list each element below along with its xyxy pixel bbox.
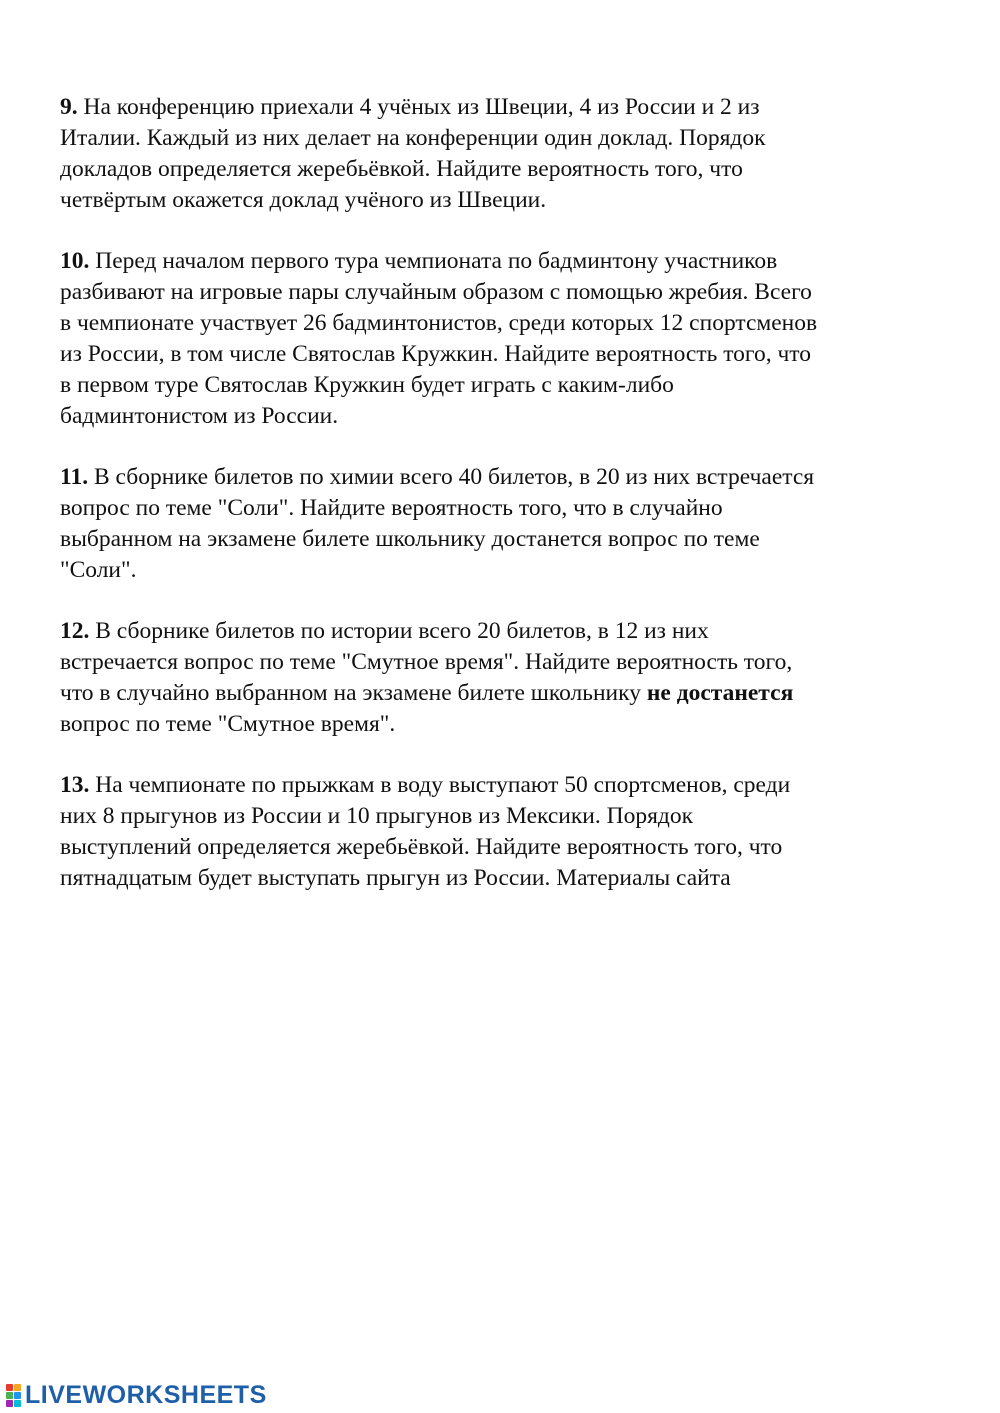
worksheet-page: [60, 92, 940, 924]
problem-number: 9.: [60, 94, 78, 120]
problem-9: [60, 92, 940, 216]
problem-text-line: из России, в том числе Святослав Кружкин. Найдите вероятность того, что: [60, 341, 811, 367]
problem-text-line: Италии. Каждый из них делает на конференции один доклад. Порядок: [60, 125, 766, 151]
problem-number: 12.: [60, 618, 90, 644]
liveworksheets-logo[interactable]: [6, 1380, 267, 1410]
logo-square: [14, 1400, 21, 1407]
logo-square: [6, 1400, 13, 1407]
problem-text-line: четвёртым окажется доклад учёного из Швеции.: [60, 187, 547, 213]
problem-text-line: На чемпионате по прыжкам в воду выступают 50 спортсменов, среди: [89, 772, 791, 798]
problem-number: 11.: [60, 464, 89, 490]
problem-text-line: бадминтонистом из России.: [60, 403, 339, 429]
problem-text-line: что в случайно выбранном на экзамене билете школьнику: [60, 680, 647, 706]
problem-text-line: вопрос по теме "Смутное время".: [60, 711, 396, 737]
problem-text-line: На конференцию приехали 4 учёных из Швеции, 4 из России и 2 из: [77, 94, 760, 120]
problem-text-line: В сборнике билетов по истории всего 20 билетов, в 12 из них: [89, 618, 709, 644]
problem-text-line: докладов определяется жеребьёвкой. Найдите вероятность того, что: [60, 156, 743, 182]
liveworksheets-logo-icon: [6, 1384, 21, 1407]
problem-10: [60, 246, 940, 432]
logo-square: [14, 1392, 21, 1399]
problem-text-line: В сборнике билетов по химии всего 40 билетов, в 20 из них встречается: [88, 464, 815, 490]
problem-text-line: Перед началом первого тура чемпионата по бадминтону участников: [89, 248, 778, 274]
emphasis-text: не достанется: [646, 680, 794, 706]
logo-square: [6, 1392, 13, 1399]
problem-13: [60, 770, 940, 894]
problem-text-line: вопрос по теме "Соли". Найдите вероятность того, что в случайно: [60, 495, 723, 521]
problem-text-line: встречается вопрос по теме "Смутное время". Найдите вероятность того,: [60, 649, 793, 675]
problem-number: 10.: [60, 248, 90, 274]
problem-text-line: разбивают на игровые пары случайным образом с помощью жребия. Всего: [60, 279, 812, 305]
liveworksheets-logo-text: LIVEWORKSHEETS: [25, 1380, 267, 1409]
problem-number: 13.: [60, 772, 90, 798]
problem-12: [60, 616, 940, 740]
problem-text-line: "Соли".: [60, 557, 137, 583]
problem-text-line: пятнадцатым будет выступать прыгун из России. Материалы сайта: [60, 865, 731, 891]
logo-square: [14, 1384, 21, 1391]
problem-text-line: выступлений определяется жеребьёвкой. Найдите вероятность того, что: [60, 834, 783, 860]
problem-11: [60, 462, 940, 586]
problem-text-line: в чемпионате участвует 26 бадминтонистов, среди которых 12 спортсменов: [60, 310, 818, 336]
problem-text-line: в первом туре Святослав Кружкин будет играть с каким-либо: [60, 372, 674, 398]
problem-text-line: них 8 прыгунов из России и 10 прыгунов из Мексики. Порядок: [60, 803, 694, 829]
problem-text-line: выбранном на экзамене билете школьнику достанется вопрос по теме: [60, 526, 760, 552]
logo-square: [6, 1384, 13, 1391]
